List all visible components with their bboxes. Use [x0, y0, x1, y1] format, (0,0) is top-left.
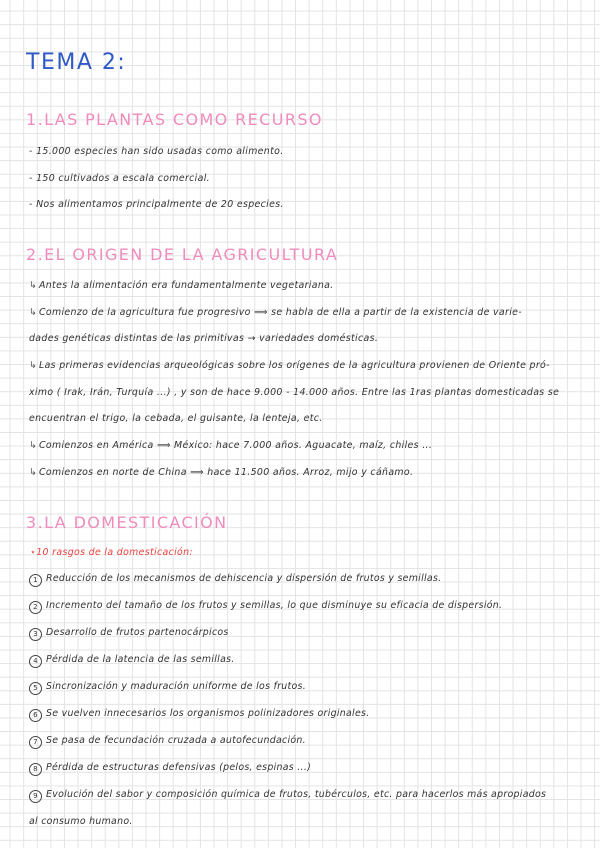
- section-1-heading: 1.LAS PLANTAS COMO RECURSO: [26, 110, 323, 129]
- list-item: 9 Evolución del sabor y composición química de frutos, tubérculos, etc. para hacerlos más apropiados: [29, 789, 546, 803]
- number-badge: 9: [29, 790, 42, 803]
- number-badge: 7: [29, 736, 42, 749]
- arrow-icon: ↳: [29, 280, 38, 291]
- section-2-line-7: ↳ Comienzos en América ⟹ México: hace 7.000 años. Aguacate, maíz, chiles ...: [29, 440, 433, 451]
- section-1-line-2: - 150 cultivados a escala comercial.: [29, 173, 211, 184]
- list-item: 4 Pérdida de la latencia de las semillas.: [29, 654, 235, 668]
- section-2-line-8: ↳ Comienzos en norte de China ⟹ hace 11.500 años. Arroz, mijo y cáñamo.: [29, 467, 414, 478]
- section-2-line-3: dades genéticas distintas de las primitivas → variedades domésticas.: [29, 333, 379, 344]
- section-1-line-3: - Nos alimentamos principalmente de 20 especies.: [29, 199, 284, 210]
- section-2-line-4: ↳ Las primeras evidencias arqueológicas sobre los orígenes de la agricultura provienen de Oriente pró-: [29, 360, 550, 371]
- number-badge: 8: [29, 763, 42, 776]
- number-badge: 4: [29, 655, 42, 668]
- list-item: 6 Se vuelven innecesarios los organismos polinizadores originales.: [29, 708, 369, 722]
- section-2-line-2: ↳ Comienzo de la agricultura fue progresivo ⟹ se habla de ella a partir de la existencia de varie-: [29, 307, 523, 318]
- arrow-icon: ↳: [29, 440, 38, 451]
- list-item: 2 Incremento del tamaño de los frutos y semillas, lo que disminuye su eficacia de dispersión.: [29, 600, 502, 614]
- list-item: 5 Sincronización y maduración uniforme de los frutos.: [29, 681, 306, 695]
- number-badge: 5: [29, 682, 42, 695]
- arrow-icon: ↳: [29, 467, 38, 478]
- list-item: 1 Reducción de los mecanismos de dehiscencia y dispersión de frutos y semillas.: [29, 573, 441, 587]
- section-1-line-1: - 15.000 especies han sido usadas como alimento.: [29, 146, 284, 157]
- number-badge: 6: [29, 709, 42, 722]
- number-badge: 2: [29, 601, 42, 614]
- section-2-line-5: ximo ( Irak, Irán, Turquía ...) , y son de hace 9.000 - 14.000 años. Entre las 1ras plantas domesticadas se: [29, 387, 560, 398]
- arrow-icon: ↳: [29, 307, 38, 318]
- section-3-heading: 3.LA DOMESTICACIÓN: [26, 513, 228, 532]
- arrow-icon: ↳: [29, 360, 38, 371]
- list-item: 8 Pérdida de estructuras defensivas (pelos, espinas ...): [29, 762, 311, 776]
- section-3-subheading: ⋆10 rasgos de la domesticación:: [30, 547, 193, 558]
- number-badge: 3: [29, 628, 42, 641]
- page-title: TEMA 2:: [26, 50, 127, 75]
- section-2-line-6: encuentran el trigo, la cebada, el guisante, la lenteja, etc.: [29, 413, 323, 424]
- list-item: 3 Desarrollo de frutos partenocárpicos: [29, 627, 229, 641]
- list-item: 7 Se pasa de fecundación cruzada a autofecundación.: [29, 735, 306, 749]
- section-2-line-1: ↳ Antes la alimentación era fundamentalmente vegetariana.: [29, 280, 334, 291]
- section-2-heading: 2.EL ORIGEN DE LA AGRICULTURA: [26, 245, 339, 264]
- list-item-continuation: al consumo humano.: [29, 816, 133, 827]
- number-badge: 1: [29, 574, 42, 587]
